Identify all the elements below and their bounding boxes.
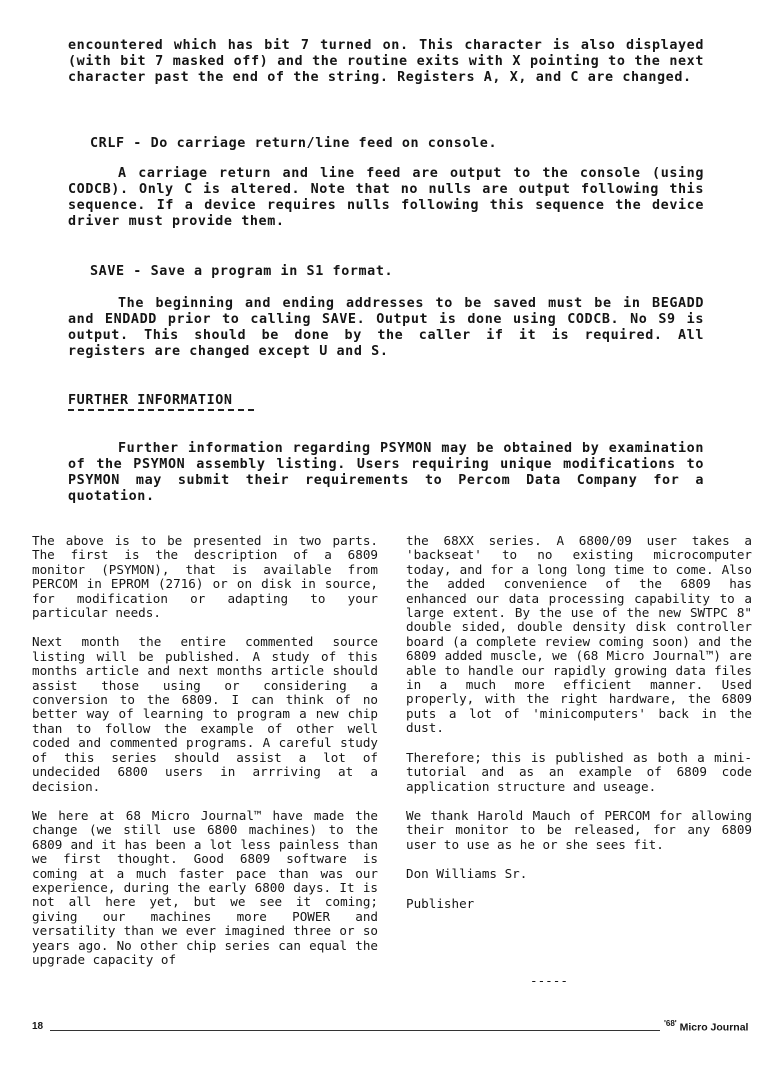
separator-dashes: ----- (530, 973, 568, 988)
crlf-body: A carriage return and line feed are output to the console (using CODCB). Only C is altered. Note that no nulls are output following this sequence. If a device requires nulls following this sequence the device driver must provide them. (68, 166, 704, 229)
left-paragraph-3: We here at 68 Micro Journal™ have made the change (we still use 6800 machines) to the 6809 and it has been a lot less painless than we first thought. Good 6809 software is coming at a much faster pace than was our experience, during the early 6800 days. It is not all here yet, but we see it coming; giving our machines more POWER and versatility than we ever imagined three or so years ago. No other chip series can equal the upgrade capacity of (32, 807, 378, 967)
crlf-heading: CRLF - Do carriage return/line feed on console. (90, 136, 498, 151)
further-information-body: Further information regarding PSYMON may be obtained by examination of the PSYMON assembly listing. Users requiring unique modifications to PSYMON may submit their requirements to Percom Data Company for a quotation. (68, 441, 704, 504)
save-heading: SAVE - Save a program in S1 format. (90, 264, 394, 279)
footer-rule (50, 1030, 660, 1031)
heading-underline (68, 409, 254, 411)
left-column (32, 534, 378, 982)
right-paragraph-2: Therefore; this is published as both a mini-tutorial and as an example of 6809 code application structure and useage. (406, 749, 752, 794)
right-paragraph-3: We thank Harold Mauch of PERCOM for allowing their monitor to be released, for any 6809 user to use as he or she sees fit. (406, 807, 752, 852)
journal-title: Micro Journal (679, 1021, 749, 1034)
save-body: The beginning and ending addresses to be saved must be in BEGADD and ENDADD prior to calling SAVE. Output is done using CODCB. No S9 is output. This should be done by the caller if it is required. All registers are changed except U and S. (68, 296, 704, 359)
signature-name: Don Williams Sr. (406, 866, 528, 882)
journal-prefix: '68' (664, 1019, 677, 1028)
signature-title: Publisher (406, 895, 475, 911)
further-information-heading: FURTHER INFORMATION (68, 393, 233, 408)
left-paragraph-1: The above is to be presented in two parts. The first is the description of a 6809 monitor (PSYMON), that is available from PERCOM in EPROM (2716) or on disk in source, for modification or adapting to your particular needs. (32, 533, 378, 621)
left-paragraph-2: Next month the entire commented source listing will be published. A study of this months article and next months article should assist those using or considering a conversion to the 6809. I can think of no better way of learning to program a new chip than to follow the example of other well coded and commented programs. A careful study of this series should assist a lot of undecided 6800 users in arrriving at a decision. (32, 634, 378, 794)
intro-paragraph: encountered which has bit 7 turned on. This character is also displayed (with bit 7 masked off) and the routine exits with X pointing to the next character past the end of the string. Registers A, X, and C are changed. (68, 38, 704, 85)
page-number: 18 (32, 1021, 44, 1032)
right-paragraph-1: the 68XX series. A 6800/09 user takes a 'backseat' to no existing microcomputer today, and for a long long time to come. Also the added convenience of the 6809 has enhanced our data processing capability to a large extent. By the use of the new SWTPC 8" double sided, double density disk controller board (a complete review coming soon) and the 6809 added muscle, we (68 Micro Journal™) are able to handle our rapidly growing data files in a much more efficient manner. Used properly, with the right hardware, the 6809 puts a lot of 'minicomputers' back in the dust. (406, 533, 752, 736)
right-column (406, 534, 752, 926)
journal-name (664, 1019, 748, 1034)
